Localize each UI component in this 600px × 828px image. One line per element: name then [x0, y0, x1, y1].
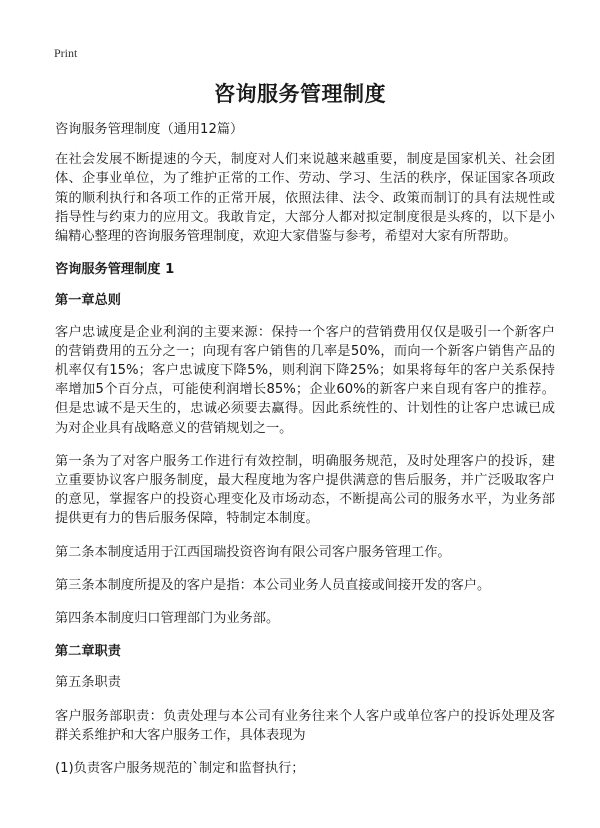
chapter1-paragraph: 客户忠诚度是企业利润的主要来源：保持一个客户的营销费用仅仅是吸引一个新客户的营销费用的五分之一；向现有客户销售的几率是50%，而向一个新客户销售产品的机率仅有15%；客户忠诚度下降5%，则利润下降25%；如果将每年的客户关系保持率增加5个百分点，可能使利润增长85%；企业60%的新客户来自现有客户的推荐。但是忠诚不是天生的，忠诚必须要去赢得。因此系统性的、计划性的让客户忠诚已成为对企业具有战略意义的营销规划之一。	[55, 324, 555, 436]
article-2: 第二条本制度适用于江西国瑞投资咨询有限公司客户服务管理工作。	[55, 544, 451, 560]
article-3: 第三条本制度所提及的客户是指：本公司业务人员直接或间接开发的客户。	[55, 577, 491, 593]
section-heading: 咨询服务管理制度 1	[55, 262, 175, 278]
print-link[interactable]: Print	[54, 46, 78, 60]
intro-paragraph: 在社会发展不断提速的今天，制度对人们来说越来越重要，制度是国家机关、社会团体、企事业单位，为了维护正常的工作、劳动、学习、生活的秩序，保证国家各项政策的顺利执行和各项工作的正常开展，依照法律、法令、政策而制订的具有法规性或指导性与约束力的应用文。我敢肯定，大部分人都对拟定制度很是头疼的，以下是小编精心整理的咨询服务管理制度，欢迎大家借鉴与参考，希望对大家有所帮助。	[55, 152, 555, 245]
chapter-heading-1: 第一章总则	[55, 293, 121, 309]
article-1: 第一条为了对客户服务工作进行有效控制，明确服务规范，及时处理客户的投诉，建立重要协议客户服务制度，最大程度地为客户提供满意的售后服务，并广泛吸取客户的意见，掌握客户的投资心理变化及市场动态，不断提高公司的服务水平，为业务部提供更有力的售后服务保障，特制定本制度。	[55, 453, 555, 527]
document-body	[55, 120, 555, 792]
page-title: 咨询服务管理制度	[214, 82, 386, 106]
article-4: 第四条本制度归口管理部门为业务部。	[55, 611, 280, 627]
chapter-heading-2: 第二章职责	[55, 644, 121, 660]
duty-paragraph: 客户服务部职责：负责处理与本公司有业务往来个人客户或单位客户的投诉处理及客群关系维护和大客户服务工作，具体表现为	[55, 708, 555, 743]
duty-item-1: (1)负责客户服务规范的`制定和监督执行；	[55, 761, 305, 777]
article-5: 第五条职责	[55, 675, 121, 691]
document-subtitle: 咨询服务管理制度（通用12篇）	[55, 122, 244, 137]
